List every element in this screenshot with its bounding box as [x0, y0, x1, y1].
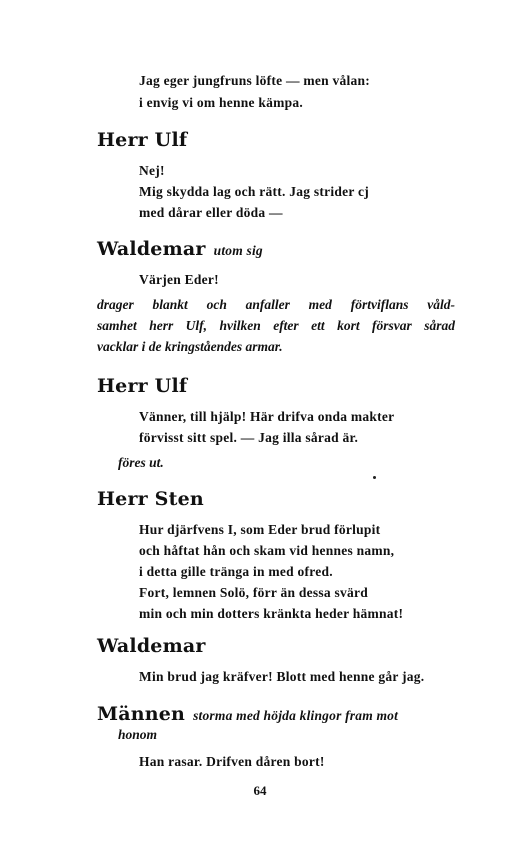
verse-line: och håftat hån och skam vid hennes namn, — [139, 543, 395, 558]
speaker-name: Herr Ulf — [97, 375, 188, 397]
verse-line: Han rasar. Drifven dåren bort! — [139, 754, 325, 769]
stage-direction: vacklar i de kringståendes armar. — [97, 339, 283, 354]
stage-direction: honom — [118, 727, 158, 742]
speaker-label: Männen — [97, 703, 186, 725]
speaker-label: Waldemar — [97, 238, 206, 260]
verse-line: i envig vi om henne kämpa. — [139, 95, 304, 110]
speaker-name — [97, 703, 398, 725]
stage-direction: drager blankt och anfaller med förtviflans våld- — [97, 297, 455, 312]
stage-direction: samhet herr Ulf, hvilken efter ett kort försvar sårad — [97, 318, 455, 333]
verse-line: Vänner, till hjälp! Här drifva onda makter — [139, 409, 395, 424]
stage-direction-inline: storma med höjda klingor fram mot — [193, 708, 399, 723]
verse-line: min och min dotters kränkta heder hämnat! — [139, 606, 404, 621]
verse-line: Värjen Eder! — [139, 272, 219, 287]
stage-direction: föres ut. — [118, 455, 164, 470]
speaker-name: Waldemar — [97, 635, 206, 657]
verse-line: förvisst sitt spel. — Jag illa sårad är. — [139, 430, 359, 445]
page-number: 64 — [253, 783, 267, 798]
speaker-name: Herr Ulf — [97, 129, 188, 151]
verse-line: Mig skydda lag och rätt. Jag strider cj — [139, 184, 369, 199]
speaker-name: Herr Sten — [97, 488, 204, 510]
stage-direction-inline: utom sig — [213, 243, 263, 258]
ink-speck — [373, 476, 376, 479]
speaker-name — [97, 238, 263, 260]
verse-line: Min brud jag kräfver! Blott med henne går jag. — [139, 669, 425, 684]
verse-line: Jag eger jungfruns löfte — men vålan: — [139, 73, 370, 88]
verse-line: Nej! — [139, 163, 165, 178]
verse-line: i detta gille tränga in med ofred. — [139, 564, 333, 579]
verse-line: Fort, lemnen Solö, förr än dessa svärd — [139, 585, 368, 600]
verse-line: Hur djärfvens I, som Eder brud förlupit — [139, 522, 381, 537]
verse-line: med dårar eller döda — — [139, 205, 283, 220]
